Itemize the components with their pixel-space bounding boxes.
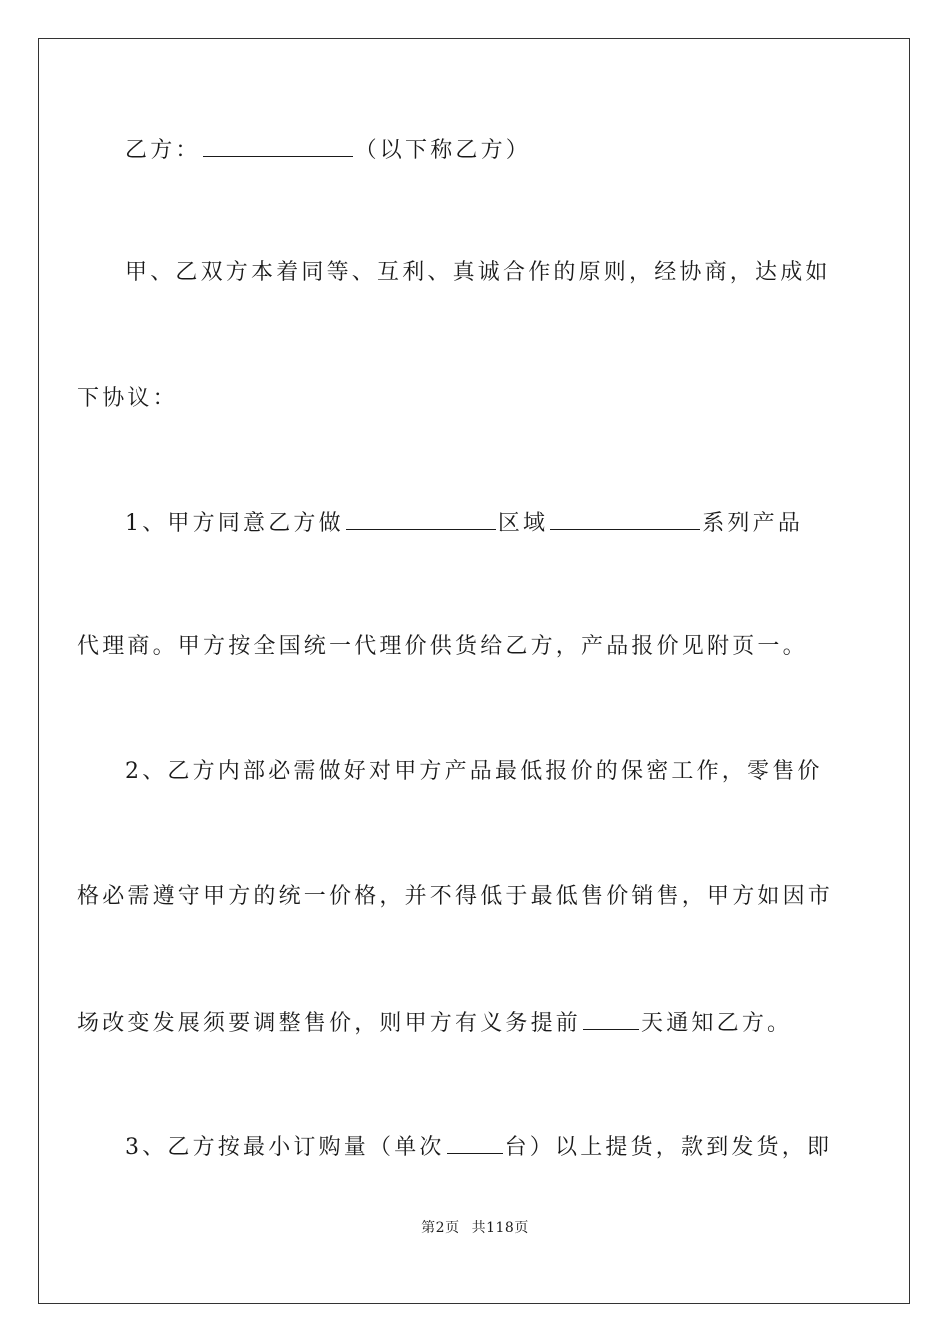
page-frame <box>38 38 910 1304</box>
party-b-label: 乙方： <box>125 138 201 163</box>
page-footer <box>0 1217 950 1237</box>
clause2-line-2: 格必需遵守甲方的统一价格，并不得低于最低售价销售，甲方如因市 <box>77 884 834 909</box>
party-b-line <box>125 134 531 166</box>
party-b-note: （以下称乙方） <box>354 138 532 163</box>
min-order-blank[interactable] <box>447 1131 503 1154</box>
product-series-blank[interactable] <box>550 507 700 530</box>
clause1-line-1 <box>125 507 803 539</box>
clause3-text-a: 3、乙方按最小订购量（单次 <box>125 1135 445 1160</box>
clause1-text-c: 系列产品 <box>702 511 804 536</box>
region-blank[interactable] <box>346 507 496 530</box>
page-prefix: 第 <box>421 1220 436 1236</box>
clause2-text-b: 天通知乙方。 <box>641 1011 793 1036</box>
total-suffix: 页 <box>514 1220 529 1236</box>
clause2-text-a: 场改变发展须要调整售价，则甲方有义务提前 <box>77 1011 582 1036</box>
clause2-line-3 <box>77 1007 792 1039</box>
page-number: 2 <box>435 1220 446 1236</box>
clause3-line-1 <box>125 1131 832 1163</box>
clause3-text-b: 台）以上提货，款到发货，即 <box>504 1135 833 1160</box>
notice-days-blank[interactable] <box>583 1007 639 1030</box>
clause1-text-b: 区域 <box>497 511 549 536</box>
clause2-line-1: 2、乙方内部必需做好对甲方产品最低报价的保密工作，零售价 <box>125 759 823 784</box>
page-suffix: 页 <box>445 1220 460 1236</box>
party-b-name-blank[interactable] <box>203 134 353 157</box>
total-pages: 118 <box>486 1220 515 1236</box>
total-prefix: 共 <box>471 1220 487 1236</box>
intro-line-1: 甲、乙双方本着同等、互利、真诚合作的原则，经协商，达成如 <box>125 260 831 285</box>
clause1-line-2: 代理商。甲方按全国统一代理价供货给乙方，产品报价见附页一。 <box>77 634 808 659</box>
intro-line-2: 下协议： <box>77 386 178 411</box>
clause1-text-a: 1、甲方同意乙方做 <box>125 511 344 536</box>
